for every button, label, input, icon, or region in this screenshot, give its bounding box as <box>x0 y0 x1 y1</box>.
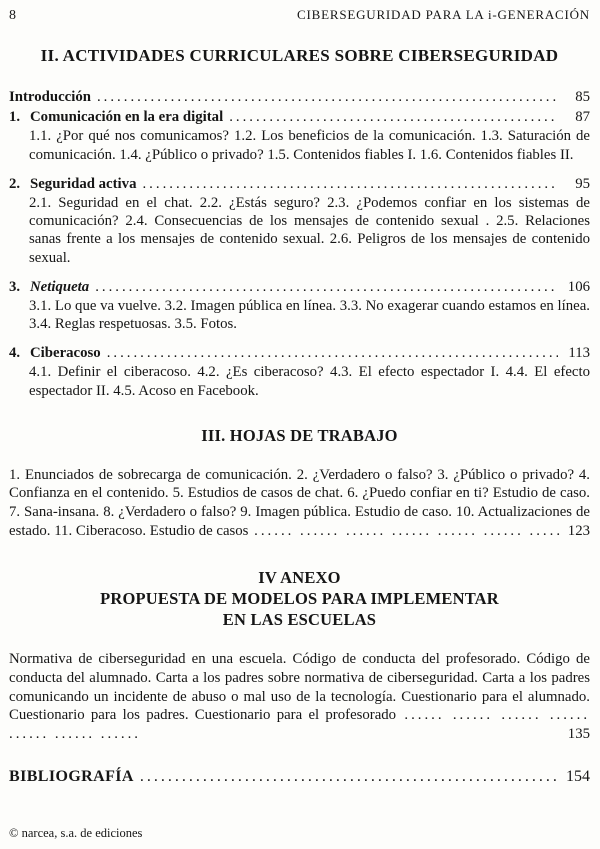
worksheets-text: 1. Enunciados de sobrecarga de comunicación. 2. ¿Verdadero o falso? 3. ¿Público o privado? 4. Confianza en el contenido. 5. Estudios de casos de chat. 6. ¿Puedo confiar en ti? Estudio de caso. 7. Sana-insana. 8. ¿Verdadero o falso? 9. Imagen pública. Estudio de caso. 10. Actualizaciones de estado. 11. Ciberacoso. Estudio de casos <box>9 466 590 539</box>
annex-title-line-2: PROPUESTA DE MODELOS PARA IMPLEMENTAR <box>100 589 499 608</box>
dot-leader <box>142 175 558 193</box>
page-header <box>9 7 590 24</box>
toc-entry-introduccion <box>9 88 590 106</box>
toc-entry-heading <box>9 175 590 193</box>
entry-label <box>9 175 136 193</box>
annex-section-title <box>9 568 590 630</box>
annex-page-number: 135 <box>563 725 590 744</box>
entry-number: 3. <box>9 278 21 295</box>
entry-title: Netiqueta <box>30 278 90 295</box>
toc-entry-heading <box>9 278 590 296</box>
copyright-text: © narcea, s.a. de ediciones <box>9 826 143 840</box>
annex-title-line-3: EN LAS ESCUELAS <box>222 609 377 629</box>
toc-page-number: 106 <box>567 278 590 295</box>
toc-entry-heading <box>9 344 590 362</box>
entry-label <box>9 344 101 362</box>
entry-number: 1. <box>9 109 21 126</box>
page-number: 8 <box>9 8 16 23</box>
worksheets-paragraph <box>9 466 590 541</box>
dot-leader <box>140 767 558 787</box>
dot-leader <box>107 344 558 362</box>
toc-page-number: 113 <box>568 345 590 362</box>
entry-description: 1.1. ¿Por qué nos comunicamos? 1.2. Los beneficios de la comunicación. 1.3. Saturación de comunicación. 1.4. ¿Público o privado? 1.5. Contenidos fiables I. 1.6. Contenidos fiables II. <box>29 128 590 163</box>
dot-leader <box>248 523 569 539</box>
dot-leader <box>229 108 558 126</box>
toc-entry-3 <box>9 278 590 334</box>
entry-title: Ciberacoso <box>30 345 101 362</box>
annex-paragraph <box>9 650 590 743</box>
curricular-section-title: II. ACTIVIDADES CURRICULARES SOBRE CIBERSEGURIDAD <box>40 46 559 65</box>
worksheets-section-title: III. HOJAS DE TRABAJO <box>201 425 398 445</box>
entry-title: Comunicación en la era digital <box>30 109 224 126</box>
entry-title: Seguridad activa <box>30 175 137 192</box>
entry-label <box>9 278 89 296</box>
entry-description: 2.1. Seguridad en el chat. 2.2. ¿Estás seguro? 2.3. ¿Podemos confiar en los sistemas de comunicación? 2.4. Consecuencias de los mensajes de contenido sexual . 2.5. Relaciones sanas frente a los mensajes de contenido sexual. 2.6. Peligros de los mensajes de contenido sexual. <box>29 194 590 266</box>
dot-leader <box>97 88 558 106</box>
annex-title-line-1: IV ANEXO <box>258 568 341 588</box>
dot-leader <box>95 278 558 296</box>
entry-description: 4.1. Definir el ciberacoso. 4.2. ¿Es ciberacoso? 4.3. El efecto espectador I. 4.4. El efecto espectador II. 4.5. Acoso en Facebook. <box>29 364 590 399</box>
toc-entry-heading <box>9 108 590 126</box>
page-footer <box>9 826 142 841</box>
entry-number: 2. <box>9 175 21 192</box>
toc-page-number: 87 <box>575 109 590 126</box>
annex-text: Normativa de ciberseguridad en una escuela. Código de conducta del profesorado. Código de conducta del alumnado. Carta a los padres sobre normativa de ciberseguridad. Carta a los padres comunicando un incidente de abuso o mal uso de la tecnología. Cuestionario para el alumnado. Cuestionario para los padres. Cuestionario para el profesorado <box>9 651 590 724</box>
entry-number: 4. <box>9 345 21 362</box>
bibliography-label: BIBLIOGRAFÍA <box>9 768 134 786</box>
bibliography-page-number: 154 <box>566 768 590 786</box>
running-title: CIBERSEGURIDAD PARA LA i-GENERACIÓN <box>297 7 590 22</box>
toc-entry-4 <box>9 344 590 400</box>
toc-entry-2 <box>9 175 590 267</box>
toc-page-number: 95 <box>575 175 590 192</box>
toc-label: Introducción <box>9 89 91 105</box>
entry-label <box>9 108 223 126</box>
toc-entry-1 <box>9 108 590 164</box>
worksheets-page-number: 123 <box>563 522 590 541</box>
toc-page-number: 85 <box>575 89 590 105</box>
entry-description: 3.1. Lo que va vuelve. 3.2. Imagen pública en línea. 3.3. No exagerar cuando estamos en línea. 3.4. Reglas respetuosas. 3.5. Fotos. <box>29 297 590 333</box>
bibliography-entry <box>9 767 590 787</box>
